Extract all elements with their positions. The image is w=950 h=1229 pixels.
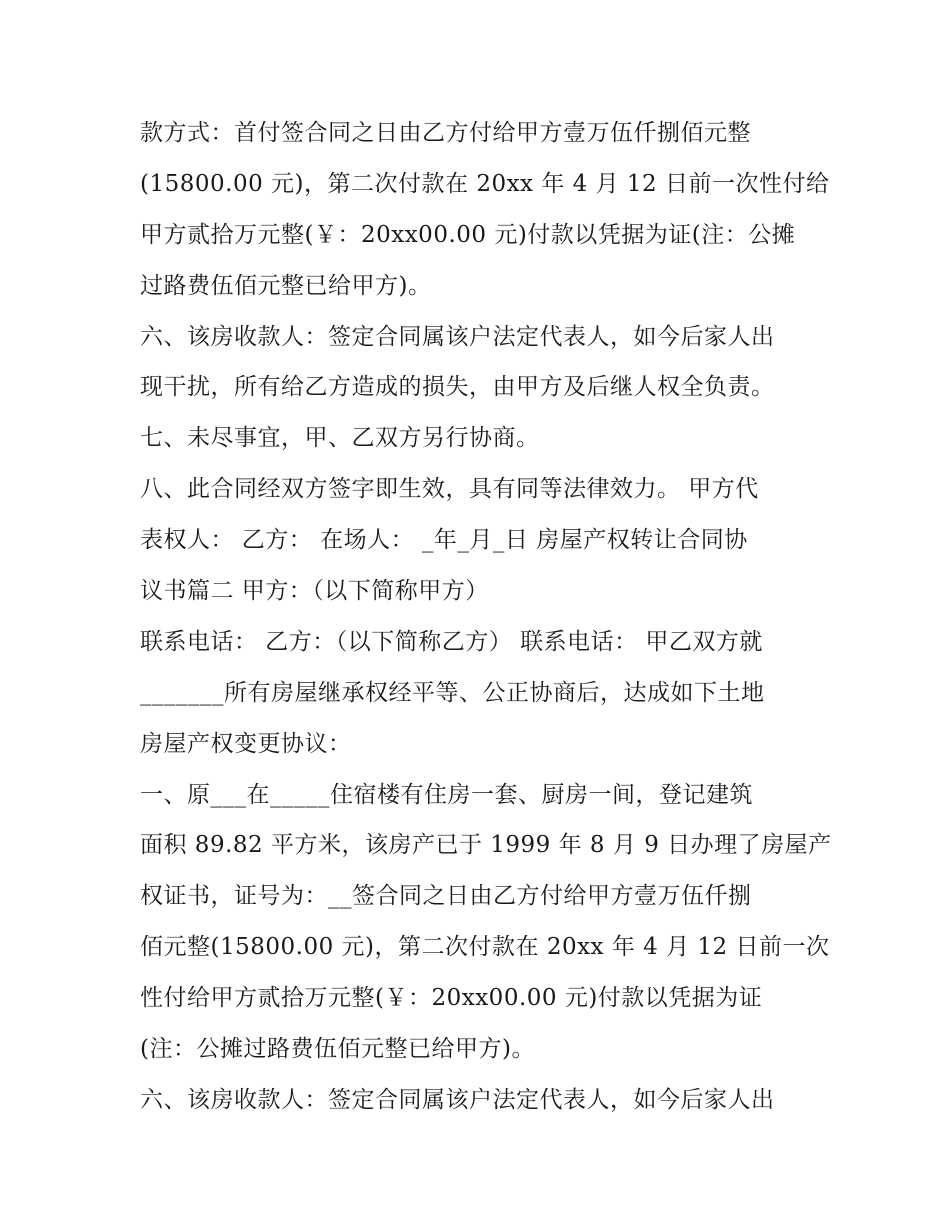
text-line: 六、该房收款人：签定合同属该户法定代表人，如今后家人出 [140,323,775,350]
text-line: 六、该房收款人：签定合同属该户法定代表人，如今后家人出 [140,1086,775,1113]
document-body [140,108,830,1126]
text-line: 款方式：首付签合同之日由乙方付给甲方壹万伍仟捌佰元整 [140,120,751,146]
text-line: 权证书，证号为：__签合同之日由乙方付给甲方壹万伍仟捌 [140,883,752,910]
text-line: (15800.00 元)，第二次付款在 20xx 年 4 月 12 日前一次性付给 [140,170,830,197]
text-line: _______所有房屋继承权经平等、公正协商后，达成如下土地 [140,679,765,706]
text-line: 联系电话： 乙方：（以下简称乙方） 联系电话： 甲乙双方就 [140,628,763,655]
text-line: (注：公摊过路费伍佰元整已给甲方)。 [140,1036,535,1063]
text-line: 议书篇二 甲方：（以下简称甲方） [140,578,489,605]
text-line: 房屋产权变更协议： [140,730,352,757]
text-line: 现干扰，所有给乙方造成的损失，由甲方及后继人权全负责。 [140,374,775,401]
text-line: 一、原___在_____住宿楼有住房一套、厨房一间，登记建筑 [140,781,753,808]
text-line: 佰元整(15800.00 元)，第二次付款在 20xx 年 4 月 12 日前一次 [140,934,830,961]
text-line: 性付给甲方贰拾万元整(￥：20xx00.00 元)付款以凭据为证 [140,985,763,1012]
text-line: 表权人： 乙方： 在场人： _年_月_日 房屋产权转让合同协 [140,527,748,554]
text-line: 过路费伍佰元整已给甲方)。 [140,272,432,299]
text-line: 八、此合同经双方签字即生效，具有同等法律效力。 甲方代 [140,476,759,503]
text-line: 面积 89.82 平方米，该房产已于 1999 年 8 月 9 日办理了房屋产 [140,832,832,859]
text-line: 甲方贰拾万元整(￥：20xx00.00 元)付款以凭据为证(注：公摊 [140,221,796,248]
text-line: 七、未尽事宜，甲、乙双方另行协商。 [140,425,540,452]
